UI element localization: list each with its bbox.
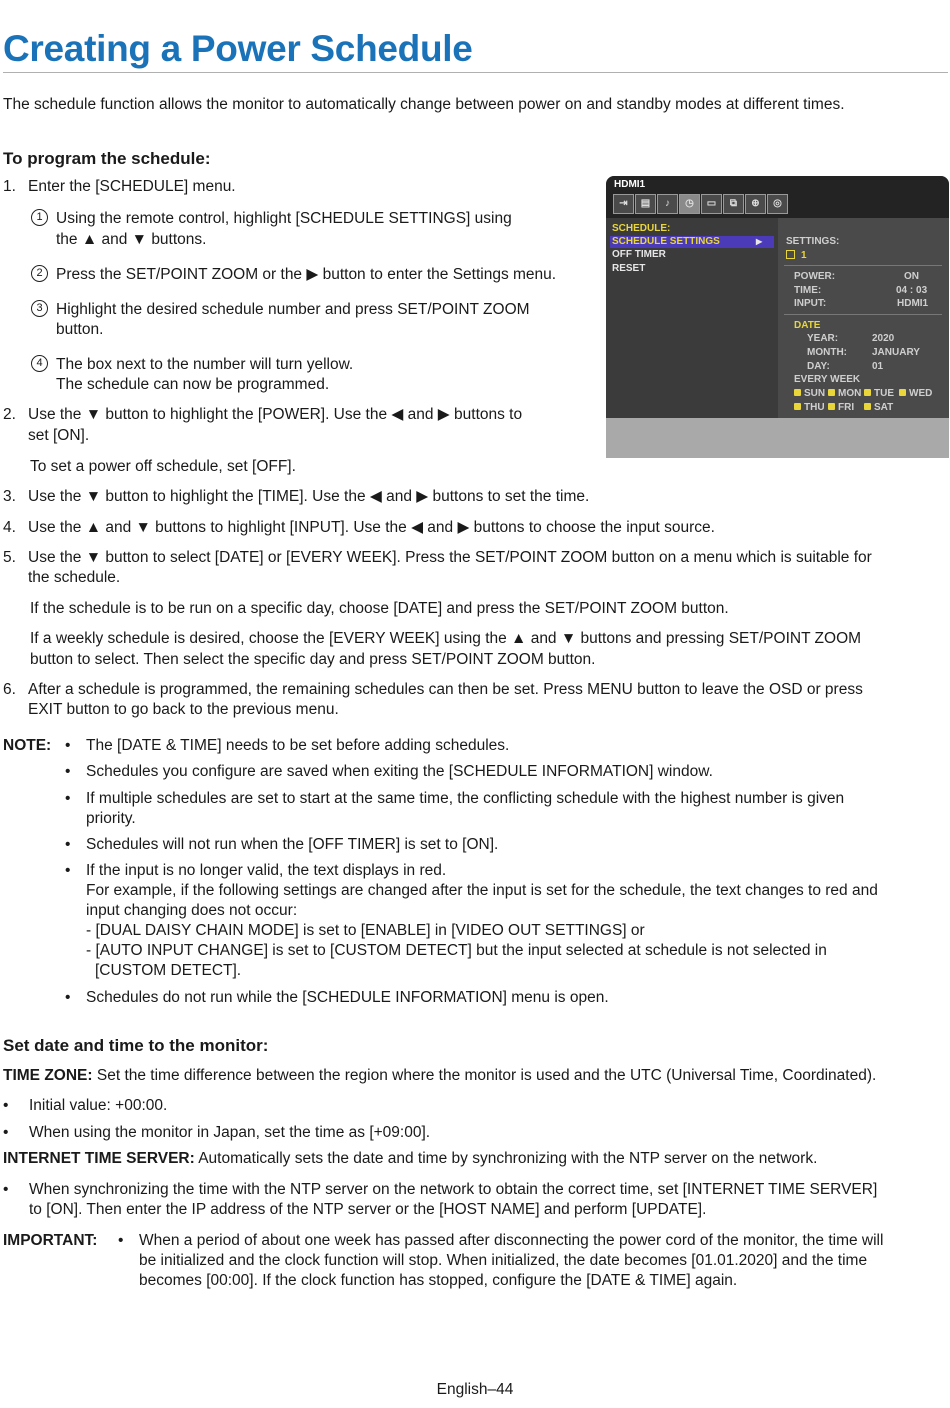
substep-text: The box next to the number will turn yellow. (56, 356, 354, 373)
note-item: Schedules you configure are saved when exiting the [SCHEDULE INFORMATION] window. (86, 763, 713, 780)
note-item: - [AUTO INPUT CHANGE] is set to [CUSTOM DETECT] but the input selected at schedule is not selected in (86, 942, 827, 959)
osd-screenshot (606, 176, 949, 458)
multi-input-icon: ⧉ (723, 194, 744, 214)
osd-settings-number: 1 (786, 250, 807, 262)
osd-day-label: DAY: (807, 361, 830, 372)
note-item: - [DUAL DAISY CHAIN MODE] is set to [ENABLE] in [VIDEO OUT SETTINGS] or (86, 922, 645, 939)
note-item: [CUSTOM DETECT]. (95, 962, 242, 979)
osd-settings-label: SETTINGS: (786, 236, 840, 247)
substep-text: Using the remote control, highlight [SCHEDULE SETTINGS] using (56, 210, 512, 227)
ntp-item: When synchronizing the time with the NTP server on the network to obtain the correct time, set [INTERNET TIME SERVER] (29, 1181, 878, 1198)
day-marker-icon (794, 389, 801, 396)
system-icon: ◎ (767, 194, 788, 214)
substep-text: The schedule can now be programmed. (56, 376, 330, 393)
step-text: EXIT button to go back to the previous menu. (28, 701, 339, 718)
osd-day-thu: THU (794, 402, 825, 414)
note-item: If the input is no longer valid, the text displays in red. (86, 862, 447, 879)
step-number: 2. (3, 406, 16, 423)
substep-text: button. (56, 321, 104, 338)
timezone-item: When using the monitor in Japan, set the time as [+09:00]. (29, 1124, 431, 1141)
osd-input-field-label: INPUT: (794, 298, 827, 309)
note-item: input changing does not occur: (86, 902, 298, 919)
important-text: When a period of about one week has passed after disconnecting the power cord of the monitor, the time will (139, 1232, 884, 1249)
day-marker-icon (899, 389, 906, 396)
divider (784, 314, 942, 315)
day-marker-icon (864, 389, 871, 396)
step-number: 6. (3, 681, 16, 698)
osd-every-week-label: EVERY WEEK (794, 374, 861, 385)
osd-menu-item-off-timer: OFF TIMER (612, 249, 666, 260)
step-text: the schedule. (28, 569, 121, 586)
osd-power-label: POWER: (794, 271, 836, 282)
osd-arrow-icon: ▶ (756, 237, 763, 246)
step-text: If a weekly schedule is desired, choose the [EVERY WEEK] using the ▲ and ▼ buttons and pressing SET/POINT ZOOM (30, 630, 862, 647)
osd-day-wed: WED (899, 388, 932, 400)
step-number: 5. (3, 549, 16, 566)
step-text: If the schedule is to be run on a specific day, choose [DATE] and press the SET/POINT ZOOM button. (30, 600, 729, 617)
bullet: • (65, 737, 71, 754)
note-item: priority. (86, 810, 136, 827)
page-title: Creating a Power Schedule (3, 28, 473, 69)
osd-day-sun: SUN (794, 388, 825, 400)
bullet: • (65, 763, 71, 780)
step-text: Use the ▼ button to highlight the [POWER]. Use the ◀ and ▶ buttons to (28, 406, 523, 423)
osd-day-mon: MON (828, 388, 861, 400)
note-item: Schedules will not run when the [OFF TIMER] is set to [ON]. (86, 836, 499, 853)
important-text: be initialized and the clock function will stop. When initialized, the date becomes [01.01.2020] and the time (139, 1252, 868, 1269)
important-label: IMPORTANT: (3, 1232, 98, 1249)
audio-icon: ♪ (657, 194, 678, 214)
monitor-icon: ▭ (701, 194, 722, 214)
ntp-para (3, 1149, 817, 1169)
timezone-para (3, 1066, 876, 1086)
protect-icon: ⊕ (745, 194, 766, 214)
substep-text: Highlight the desired schedule number and press SET/POINT ZOOM (56, 301, 530, 318)
osd-icon-row (613, 194, 788, 214)
note-item: For example, if the following settings are changed after the input is set for the schedule, the text changes to red and (86, 882, 878, 899)
note-item: Schedules do not run while the [SCHEDULE INFORMATION] menu is open. (86, 989, 609, 1006)
divider (784, 265, 942, 266)
bullet: • (65, 989, 71, 1006)
ntp-text: Automatically sets the date and time by synchronizing with the NTP server on the network. (198, 1150, 818, 1167)
osd-menu-item-schedule-settings: SCHEDULE SETTINGS (612, 236, 720, 247)
substep-text: Press the SET/POINT ZOOM or the ▶ button to enter the Settings menu. (56, 266, 557, 283)
title-rule (3, 72, 948, 73)
step-text: button to select. Then select the specific day and press SET/POINT ZOOM button. (30, 651, 596, 668)
step-text: Use the ▲ and ▼ buttons to highlight [INPUT]. Use the ◀ and ▶ buttons to choose the input source. (28, 519, 715, 536)
datetime-heading: Set date and time to the monitor: (3, 1036, 269, 1055)
note-item: If multiple schedules are set to start at the same time, the conflicting schedule with the highest number is given (86, 790, 845, 807)
intro-text: The schedule function allows the monitor to automatically change between power on and standby modes at different times. (3, 96, 845, 113)
step-text: Enter the [SCHEDULE] menu. (28, 178, 236, 195)
note-label: NOTE: (3, 737, 52, 754)
checkbox-icon (786, 250, 795, 259)
osd-month-label: MONTH: (807, 347, 847, 358)
osd-month-value: JANUARY (872, 347, 920, 358)
step-text: Use the ▼ button to select [DATE] or [EVERY WEEK]. Press the SET/POINT ZOOM button on a menu which is suitable for (28, 549, 872, 566)
substep-text: the ▲ and ▼ buttons. (56, 231, 207, 248)
bullet: • (118, 1232, 124, 1249)
bullet: • (65, 790, 71, 807)
circled-number: 1 (31, 209, 48, 226)
timezone-item: Initial value: +00:00. (29, 1097, 168, 1114)
circled-number: 4 (31, 355, 48, 372)
step-text: To set a power off schedule, set [OFF]. (30, 458, 296, 475)
osd-day-tue: TUE (864, 388, 894, 400)
bullet: • (65, 836, 71, 853)
day-marker-icon (828, 389, 835, 396)
osd-year-label: YEAR: (807, 333, 839, 344)
schedule-icon: ◷ (679, 194, 700, 214)
step-text: Use the ▼ button to highlight the [TIME]. Use the ◀ and ▶ buttons to set the time. (28, 488, 590, 505)
osd-time-label: TIME: (794, 285, 822, 296)
day-marker-icon (794, 403, 801, 410)
timezone-label: TIME ZONE: (3, 1067, 93, 1084)
important-text: becomes [00:00]. If the clock function has stopped, configure the [DATE & TIME] again. (139, 1272, 738, 1289)
osd-year-value: 2020 (872, 333, 895, 344)
osd-day-fri: FRI (828, 402, 854, 414)
bullet: • (3, 1097, 9, 1114)
osd-input-value: HDMI1 (897, 298, 929, 309)
osd-menu-header: SCHEDULE: (612, 223, 671, 234)
program-heading: To program the schedule: (3, 149, 211, 168)
day-marker-icon (828, 403, 835, 410)
ntp-item: to [ON]. Then enter the IP address of the NTP server or the [HOST NAME] and perform [UPDATE]. (29, 1201, 707, 1218)
bullet: • (3, 1124, 9, 1141)
picture-icon: ▤ (635, 194, 656, 214)
circled-number: 3 (31, 300, 48, 317)
osd-day-sat: SAT (864, 402, 893, 414)
page-footer: English–44 (436, 1381, 514, 1398)
step-text: set [ON]. (28, 427, 90, 444)
osd-time-value: 04 : 03 (896, 285, 928, 296)
step-number: 3. (3, 488, 16, 505)
osd-top-bar (606, 176, 949, 218)
note-item: The [DATE & TIME] needs to be set before adding schedules. (86, 737, 510, 754)
bullet: • (3, 1181, 9, 1198)
osd-menu-item-reset: RESET (612, 263, 646, 274)
timezone-text: Set the time difference between the region where the monitor is used and the UTC (Universal Time, Coordinated). (96, 1067, 877, 1084)
step-number: 1. (3, 178, 16, 195)
ntp-label: INTERNET TIME SERVER: (3, 1150, 195, 1167)
osd-power-value: ON (904, 271, 919, 282)
osd-day-value: 01 (872, 361, 884, 372)
osd-left-panel (606, 218, 778, 418)
step-number: 4. (3, 519, 16, 536)
day-marker-icon (864, 403, 871, 410)
bullet: • (65, 862, 71, 879)
osd-input-label: HDMI1 (614, 179, 646, 190)
input-icon: ⇥ (613, 194, 634, 214)
osd-date-label: DATE (794, 320, 821, 331)
circled-number: 2 (31, 265, 48, 282)
step-text: After a schedule is programmed, the remaining schedules can then be set. Press MENU button to leave the OSD or press (28, 681, 863, 698)
